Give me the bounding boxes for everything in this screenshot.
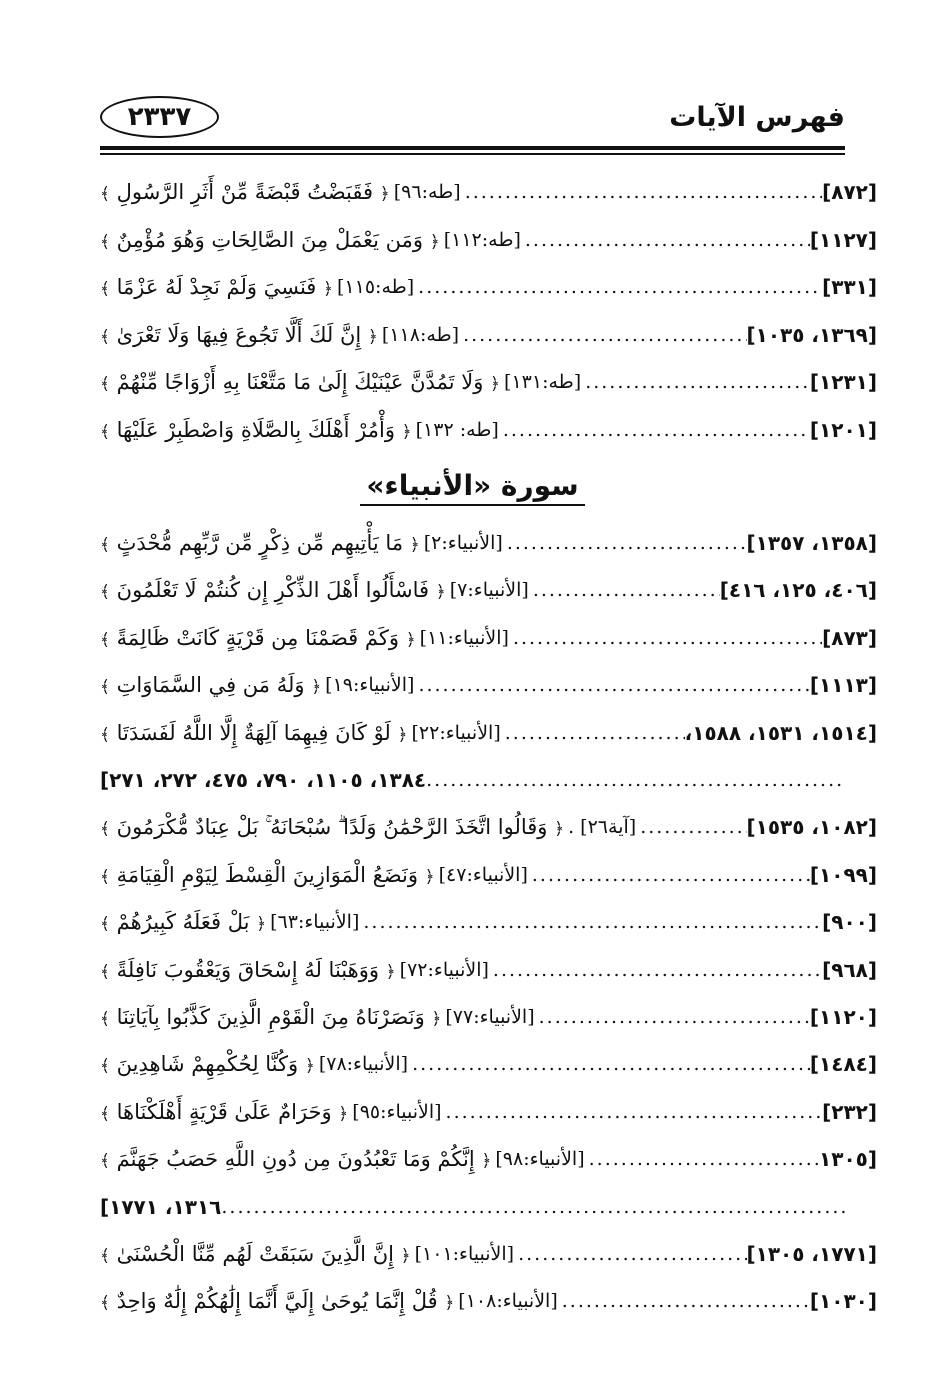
page-references: [١٠٣٠] <box>809 1289 877 1314</box>
header-rule-thick <box>100 146 845 150</box>
verse-reference: [الأنبياء:١١] <box>419 626 509 649</box>
page-references: [١٢٠١] <box>809 418 877 442</box>
verse-words: وَمَن يَعْمَلْ مِنَ الصَّالِحَاتِ وَهُوَ مُؤْمِنٌ <box>116 227 424 252</box>
ornate-bracket-close: ﴾ <box>100 535 110 555</box>
page-references: [٩٠٠] <box>822 910 877 935</box>
page-references: [١١٢٧] <box>809 227 877 252</box>
leader-dots <box>525 229 810 251</box>
index-entry-row <box>100 953 877 987</box>
verse-words: إِنَّ لَكَ أَلَّا تَجُوعَ فِيهَا وَلَا تَعْرَىٰ <box>116 322 362 347</box>
ornate-bracket-open: ﴿ <box>429 231 440 252</box>
verse-words: فَقَبَضْتُ قَبْضَةً مِّنْ أَثَرِ الرَّسُولِ <box>116 180 374 204</box>
verse-words: وَوَهَبْنَا لَهُ إِسْحَاقَ وَيَعْقُوبَ نَافِلَةً <box>116 957 379 982</box>
page-references: [١٠٨٢، ١٥٣٥] <box>746 815 877 840</box>
page-references: [١٢٣١] <box>809 370 877 395</box>
index-continuation-row <box>100 763 845 797</box>
verse-reference: [الأنبياء:٧٧] <box>445 1006 535 1028</box>
verse-text <box>100 1005 441 1029</box>
leader-dots <box>463 324 746 346</box>
page-references: [١١٢٠] <box>809 1005 877 1029</box>
verse-text <box>100 626 416 650</box>
verse-text <box>100 418 412 442</box>
page-references: [١٣٦٩، ١٠٣٥] <box>746 322 877 347</box>
ornate-bracket-close: ﴾ <box>100 1293 110 1314</box>
page-references: [٢٣٢] <box>822 1099 877 1124</box>
leader-dots <box>465 181 822 203</box>
page-number-badge: ٢٣٣٧ <box>100 96 219 138</box>
index-entry-row <box>100 1284 877 1318</box>
ornate-bracket-close: ﴾ <box>100 184 110 204</box>
index-entry-row <box>100 526 877 560</box>
index-entry-row <box>100 810 877 844</box>
verse-reference: [الأنبياء:١٠٨] <box>458 1290 558 1313</box>
index-entry-row <box>100 270 877 304</box>
verse-words: إِنَّ الَّذِينَ سَبَقَتْ لَهُم مِّنَّا الْحُسْنَىٰ <box>116 1242 394 1266</box>
index-entry-row <box>100 1142 877 1176</box>
leader-dots <box>539 1006 810 1028</box>
ornate-bracket-close: ﴾ <box>100 279 110 300</box>
leader-dots <box>505 722 685 744</box>
verse-reference: [الأنبياء:١٠١] <box>414 1243 515 1265</box>
ornate-bracket-open: ﴿ <box>311 677 322 698</box>
verse-reference: [آية٢٦] . <box>568 816 637 839</box>
verse-words: بَلْ فَعَلَهُ كَبِيرُهُمْ <box>116 910 250 935</box>
ornate-bracket-open: ﴿ <box>481 1151 492 1172</box>
page-references: [٩٦٨] <box>822 957 877 982</box>
leader-dots <box>585 371 810 393</box>
ornate-bracket-open: ﴿ <box>435 582 446 603</box>
ornate-bracket-close: ﴾ <box>100 961 110 982</box>
verse-text <box>100 1242 411 1266</box>
ornate-bracket-close: ﴾ <box>100 231 110 252</box>
verse-reference: [طه:١١٢] <box>443 228 521 251</box>
verse-text <box>100 323 378 347</box>
index-entry-row <box>100 413 877 447</box>
ornate-bracket-open: ﴿ <box>397 724 408 745</box>
leader-dots <box>507 532 747 554</box>
verse-text <box>100 673 321 697</box>
verse-text <box>100 370 500 394</box>
verse-reference: [الأنبياء:٩٨] <box>495 1148 585 1171</box>
verse-text <box>100 815 564 840</box>
page-references: [١٣٠٥ <box>819 1147 877 1172</box>
page-references: [١١١٣] <box>809 673 877 698</box>
ornate-bracket-open: ﴿ <box>385 961 396 982</box>
index-entry-row <box>100 1000 877 1034</box>
verse-text <box>100 228 440 252</box>
ornate-bracket-open: ﴿ <box>304 1056 315 1077</box>
index-entry-row <box>100 573 877 607</box>
verse-words: وَلَهُ مَن فِي السَّمَاوَاتِ <box>116 673 305 698</box>
leader-dots <box>589 1148 819 1170</box>
verse-text <box>100 1052 315 1076</box>
index-entry-row <box>100 905 877 939</box>
ornate-bracket-open: ﴿ <box>256 914 267 935</box>
leader-dots <box>412 1053 810 1075</box>
index-entry-row <box>100 716 877 750</box>
ornate-bracket-close: ﴾ <box>100 724 110 745</box>
verse-reference: [طه:١١٥] <box>337 276 415 299</box>
verse-words: وَأْمُرْ أَهْلَكَ بِالصَّلَاةِ وَاصْطَبِرْ عَلَيْهَا <box>116 418 395 442</box>
verse-reference: [الأنبياء:٧] <box>449 579 529 602</box>
verse-reference: [طه: ١٣٢] <box>415 419 499 441</box>
ornate-bracket-close: ﴾ <box>100 1009 110 1029</box>
page-references: [١٧٧١، ١٣٠٥] <box>746 1242 877 1266</box>
page-references: [٨٧٣] <box>822 625 877 650</box>
index-entry-row <box>100 175 877 209</box>
page-references: [٨٧٢] <box>822 180 877 204</box>
page-header <box>100 92 845 142</box>
ornate-bracket-open: ﴿ <box>424 866 435 887</box>
verse-reference: [الأنبياء:٦٣] <box>270 911 360 934</box>
verse-reference: [الأنبياء:٧٨] <box>318 1053 409 1076</box>
ornate-bracket-open: ﴿ <box>401 422 412 442</box>
verse-reference: [الأنبياء:٩٥] <box>352 1100 442 1123</box>
verse-text <box>100 180 390 204</box>
leader-dots <box>562 1290 810 1312</box>
ornate-bracket-close: ﴾ <box>100 1246 110 1266</box>
header-title: فهرس الآيات <box>669 101 845 133</box>
ornate-bracket-open: ﴿ <box>323 279 333 300</box>
index-entry-row <box>100 318 877 352</box>
ornate-bracket-close: ﴾ <box>100 914 110 935</box>
page-references: [٣٣١] <box>822 275 877 300</box>
verse-words: وَنَصَرْنَاهُ مِنَ الْقَوْمِ الَّذِينَ كَذَّبُوا بِآيَاتِنَا <box>116 1005 425 1029</box>
ornate-bracket-close: ﴾ <box>100 866 110 887</box>
leader-dots <box>418 276 822 298</box>
ornate-bracket-close: ﴾ <box>100 629 110 650</box>
leader-dots <box>640 816 746 838</box>
verse-words: فَنَسِيَ وَلَمْ نَجِدْ لَهُ عَزْمًا <box>116 275 317 300</box>
ornate-bracket-open: ﴿ <box>490 374 501 395</box>
verse-reference: [طه:١١٨] <box>381 323 460 346</box>
verse-text <box>100 721 407 745</box>
leader-dots <box>446 1101 823 1123</box>
verse-text <box>100 531 420 555</box>
verse-text <box>100 1147 491 1171</box>
verse-reference: [الأنبياء:٢] <box>423 532 503 554</box>
page-references: [١٤٨٤] <box>809 1052 877 1077</box>
index-entry-row <box>100 223 877 257</box>
index-entry-row <box>100 1237 877 1271</box>
verse-reference: [طه:١٣١] <box>504 371 582 394</box>
verse-words: وَنَضَعُ الْمَوَازِينَ الْقِسْطَ لِيَوْمِ الْقِيَامَةِ <box>116 862 418 887</box>
ornate-bracket-close: ﴾ <box>100 326 110 347</box>
verse-words: لَوْ كَانَ فِيهِمَا آلِهَةٌ إِلَّا اللَّهُ لَفَسَدَتَا <box>116 720 391 745</box>
ornate-bracket-close: ﴾ <box>100 1056 110 1077</box>
ornate-bracket-open: ﴿ <box>431 1009 442 1029</box>
header-rule-thin <box>100 153 845 155</box>
page-references: ١٣٨٤، ١١٠٥، ٧٩٠، ٤٧٥، ٢٧٢، ٢٧١] <box>100 768 427 792</box>
ornate-bracket-open: ﴿ <box>405 629 416 650</box>
verse-text <box>100 910 266 934</box>
leader-dots <box>533 579 720 601</box>
leader-dots <box>426 769 845 791</box>
ornate-bracket-close: ﴾ <box>100 422 110 442</box>
leader-dots <box>513 627 822 649</box>
leader-dots <box>493 959 822 981</box>
verse-words: مَا يَأْتِيهِم مِّن ذِكْرٍ مِّن رَّبِّهِم مُّحْدَثٍ <box>116 531 404 555</box>
leader-dots <box>518 1243 746 1265</box>
leader-dots <box>221 1196 845 1218</box>
verse-text <box>100 578 446 602</box>
verse-reference: [الأنبياء:١٩] <box>325 674 415 697</box>
verse-text <box>100 275 333 299</box>
ornate-bracket-close: ﴾ <box>100 1103 110 1124</box>
page-references: [١٠٩٩] <box>809 862 877 887</box>
verse-text <box>100 1100 348 1124</box>
verse-text <box>100 958 396 982</box>
verse-words: إِنَّكُمْ وَمَا تَعْبُدُونَ مِن دُونِ اللَّهِ حَصَبُ جَهَنَّمَ <box>116 1147 475 1172</box>
verse-words: وَلَا تَمُدَّنَّ عَيْنَيْكَ إِلَىٰ مَا مَتَّعْنَا بِهِ أَزْوَاجًا مِّنْهُمْ <box>116 370 484 395</box>
index-entry-row <box>100 1047 877 1081</box>
verse-words: وَقَالُوا اتَّخَذَ الرَّحْمَٰنُ وَلَدًا ۗ سُبْحَانَهُ ۚ بَلْ عِبَادٌ مُّكْرَمُونَ <box>116 814 548 839</box>
surah-heading <box>0 462 945 512</box>
verse-reference: [الأنبياء:٧٢] <box>399 958 489 981</box>
index-entry-row <box>100 1095 877 1129</box>
leader-dots <box>503 419 810 441</box>
page-references: ١٣١٦، ١٧٧١] <box>100 1194 222 1219</box>
verse-reference: [طه:٩٦] <box>393 181 461 203</box>
verse-words: وَكَمْ قَصَمْنَا مِن قَرْيَةٍ كَانَتْ ظَالِمَةً <box>116 625 400 650</box>
verse-words: وَكُنَّا لِحُكْمِهِمْ شَاهِدِينَ <box>116 1052 299 1077</box>
page-references: [١٣٥٨، ١٣٥٧] <box>746 531 877 555</box>
verse-reference: [الأنبياء:٤٧] <box>438 863 528 886</box>
index-continuation-row <box>100 1190 845 1224</box>
ornate-bracket-open: ﴿ <box>554 818 565 839</box>
ornate-bracket-open: ﴿ <box>444 1293 455 1314</box>
verse-text <box>100 1289 454 1313</box>
index-entry-row <box>100 365 877 399</box>
leader-dots <box>418 674 809 696</box>
leader-dots <box>532 864 810 886</box>
ornate-bracket-open: ﴿ <box>379 184 390 204</box>
ornate-bracket-open: ﴿ <box>367 326 378 347</box>
ornate-bracket-close: ﴾ <box>100 1151 110 1172</box>
ornate-bracket-close: ﴾ <box>100 818 110 839</box>
ornate-bracket-close: ﴾ <box>100 374 110 395</box>
verse-words: فَاسْأَلُوا أَهْلَ الذِّكْرِ إِن كُنتُمْ لَا تَعْلَمُونَ <box>116 578 430 603</box>
surah-title: سورة «الأنبياء» <box>360 469 584 506</box>
index-entry-row <box>100 858 877 892</box>
leader-dots <box>363 911 822 933</box>
page-references: [١٥١٤، ١٥٣١، ١٥٨٨، <box>684 720 877 745</box>
ornate-bracket-close: ﴾ <box>100 582 110 603</box>
ornate-bracket-open: ﴿ <box>409 535 420 555</box>
page-references: [٤٠٦، ١٢٥، ٤١٦] <box>719 578 877 603</box>
verse-words: وَحَرَامٌ عَلَىٰ قَرْيَةٍ أَهْلَكْنَاهَا <box>116 1099 332 1124</box>
verse-text <box>100 863 435 887</box>
index-entry-row <box>100 668 877 702</box>
index-entry-row <box>100 621 877 655</box>
verse-words: قُلْ إِنَّمَا يُوحَىٰ إِلَيَّ أَنَّمَا إِلَٰهُكُمْ إِلَٰهٌ وَاحِدٌ <box>116 1289 438 1314</box>
ornate-bracket-open: ﴿ <box>400 1246 411 1266</box>
ornate-bracket-open: ﴿ <box>338 1103 349 1124</box>
verse-reference: [الأنبياء:٢٢] <box>411 721 501 744</box>
ornate-bracket-close: ﴾ <box>100 677 110 698</box>
